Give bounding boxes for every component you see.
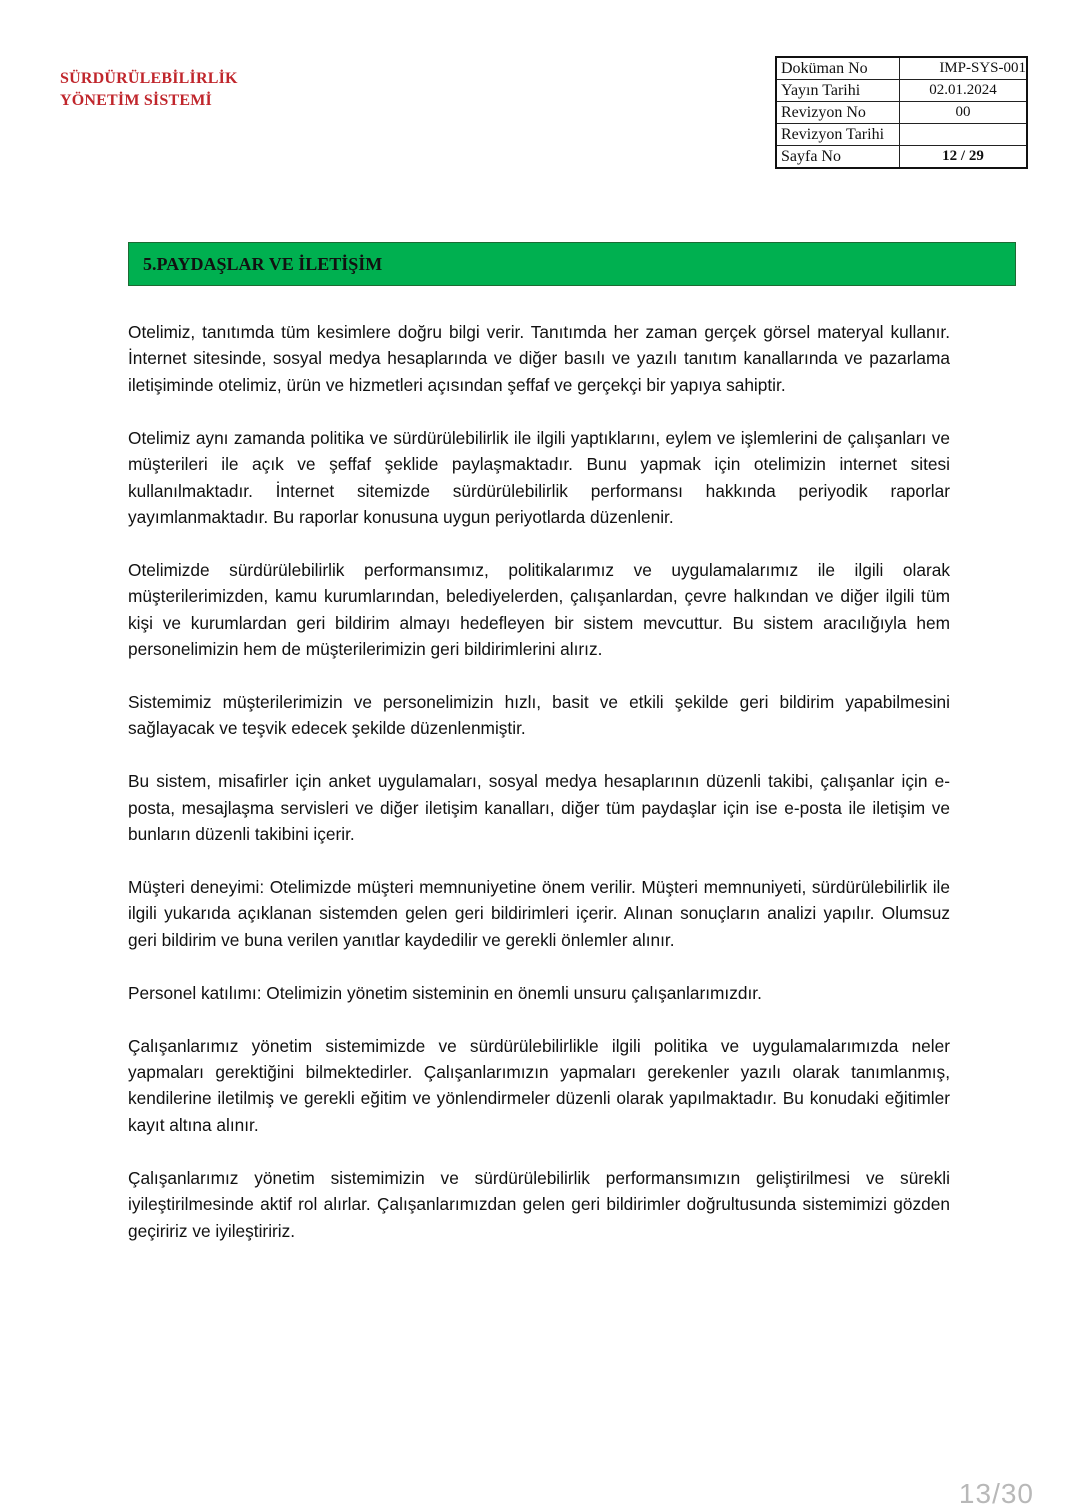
- paragraph: Otelimiz, tanıtımda tüm kesimlere doğru bilgi verir. Tanıtımda her zaman gerçek görsel materyal kullanır. İnternet sitesinde, sosyal medya hesaplarında ve diğer basılı ve yazılı tanıtım kanallarında ve pazarlama iletişiminde otelimiz, ürün ve hizmetleri açısından şeffaf ve gerçekçi bir yapıya sahiptir.: [128, 322, 950, 395]
- paragraph: Otelimizde sürdürülebilirlik performansımız, politikalarımız ve uygulamalarımız ile ilgili olarak müşterilerimizden, kamu kurumlarından, belediyelerden, çalışanlardan, çevre halkından ve diğer ilgili tüm kişi ve kurumlardan geri bildirim almayı hedefleyen bir sistem mevcuttur. Bu sistem aracılığıyla hem personelimizin hem de müşterilerimizin geri bildirimlerini alırız.: [128, 559, 950, 660]
- document-info-table: [775, 56, 1028, 169]
- document-body: [128, 319, 950, 1270]
- page-indicator: 13/30: [958, 1478, 1034, 1509]
- section-title: 5.PAYDAŞLAR VE İLETİŞİM: [143, 253, 383, 274]
- publish-date-value: 02.01.2024: [900, 80, 1028, 102]
- section-heading: [128, 242, 1016, 286]
- page-no-label: Sayfa No: [776, 146, 900, 169]
- doc-no-value: IMP-SYS-001: [900, 57, 1028, 80]
- org-title-line2: YÖNETİM SİSTEMİ: [60, 92, 212, 109]
- table-row: [776, 80, 1027, 102]
- table-row: [776, 102, 1027, 124]
- revision-date-label: Revizyon Tarihi: [776, 124, 900, 146]
- paragraph: Sistemimiz müşterilerimizin ve personelimizin hızlı, basit ve etkili şekilde geri bildirim yapabilmesini sağlayacak ve teşvik edecek şekilde düzenlenmiştir.: [128, 691, 950, 739]
- paragraph: Çalışanlarımız yönetim sistemimizde ve sürdürülebilirlikle ilgili politika ve uygulamalarımızda neler yapmaları gerektiğini bilmektedirler. Çalışanlarımızın yapmaları gerekenler yazılı olarak tanımlanmış, kendilerine iletilmiş ve gerekli eğitim ve yönlendirmeler düzenli olarak yapılmaktadır. Bu konudaki eğitimler kayıt altına alınır.: [128, 1035, 950, 1135]
- table-row: [776, 57, 1027, 80]
- table-row: [776, 124, 1027, 146]
- revision-no-value: 00: [900, 102, 1028, 124]
- table-row: [776, 146, 1027, 169]
- paragraph: Bu sistem, misafirler için anket uygulamaları, sosyal medya hesaplarının düzenli takibi, çalışanlar için e-posta, mesajlaşma servisleri ve diğer iletişim kanalları, diğer tüm paydaşlar için ise e-posta ile iletişim ve bunların düzenli takibini içerir.: [128, 771, 950, 845]
- paragraph: Personel katılımı: Otelimizin yönetim sisteminin en önemli unsuru çalışanlarımızdır.: [128, 982, 762, 1003]
- paragraph: Müşteri deneyimi: Otelimizde müşteri memnuniyetine önem verilir. Müşteri memnuniyeti, sürdürülebilirlik ile ilgili yukarıda açıklanan sistemden gelen geri bildirimleri içerir. Alınan sonuçların analizi yapılır. Olumsuz geri bildirim ve buna verilen yanıtlar kaydedilir ve gerekli önlemler alınır.: [128, 877, 950, 950]
- publish-date-label: Yayın Tarihi: [776, 80, 900, 102]
- paragraph: Çalışanlarımız yönetim sistemimizin ve sürdürülebilirlik performansımızın geliştirilmesi ve sürekli iyileştirilmesinde aktif rol alırlar. Çalışanlarımızdan gelen geri bildirimler doğrultusunda sistemimizi gözden geçiririz ve iyileştiririz.: [128, 1167, 950, 1241]
- doc-no-label: Doküman No: [776, 57, 900, 80]
- org-title-line1: SÜRDÜRÜLEBİLİRLİK: [60, 70, 238, 87]
- organization-title: [60, 68, 238, 112]
- page-no-value: 12 / 29: [900, 146, 1028, 169]
- paragraph: Otelimiz aynı zamanda politika ve sürdürülebilirlik ile ilgili yaptıklarını, eylem ve işlemlerini de çalışanları ve müşterileri ile açık ve şeffaf şeklide paylaşmaktadır. Bunu yapmak için otelimizin internet sitesi kullanılmaktadır. İnternet sitemizde sürdürülebilirlik performansı hakkında periyodik raporlar yayımlanmaktadır. Bu raporlar konusuna uygun periyotlarda düzenlenir.: [128, 427, 950, 527]
- revision-date-value: [900, 124, 1028, 146]
- revision-no-label: Revizyon No: [776, 102, 900, 124]
